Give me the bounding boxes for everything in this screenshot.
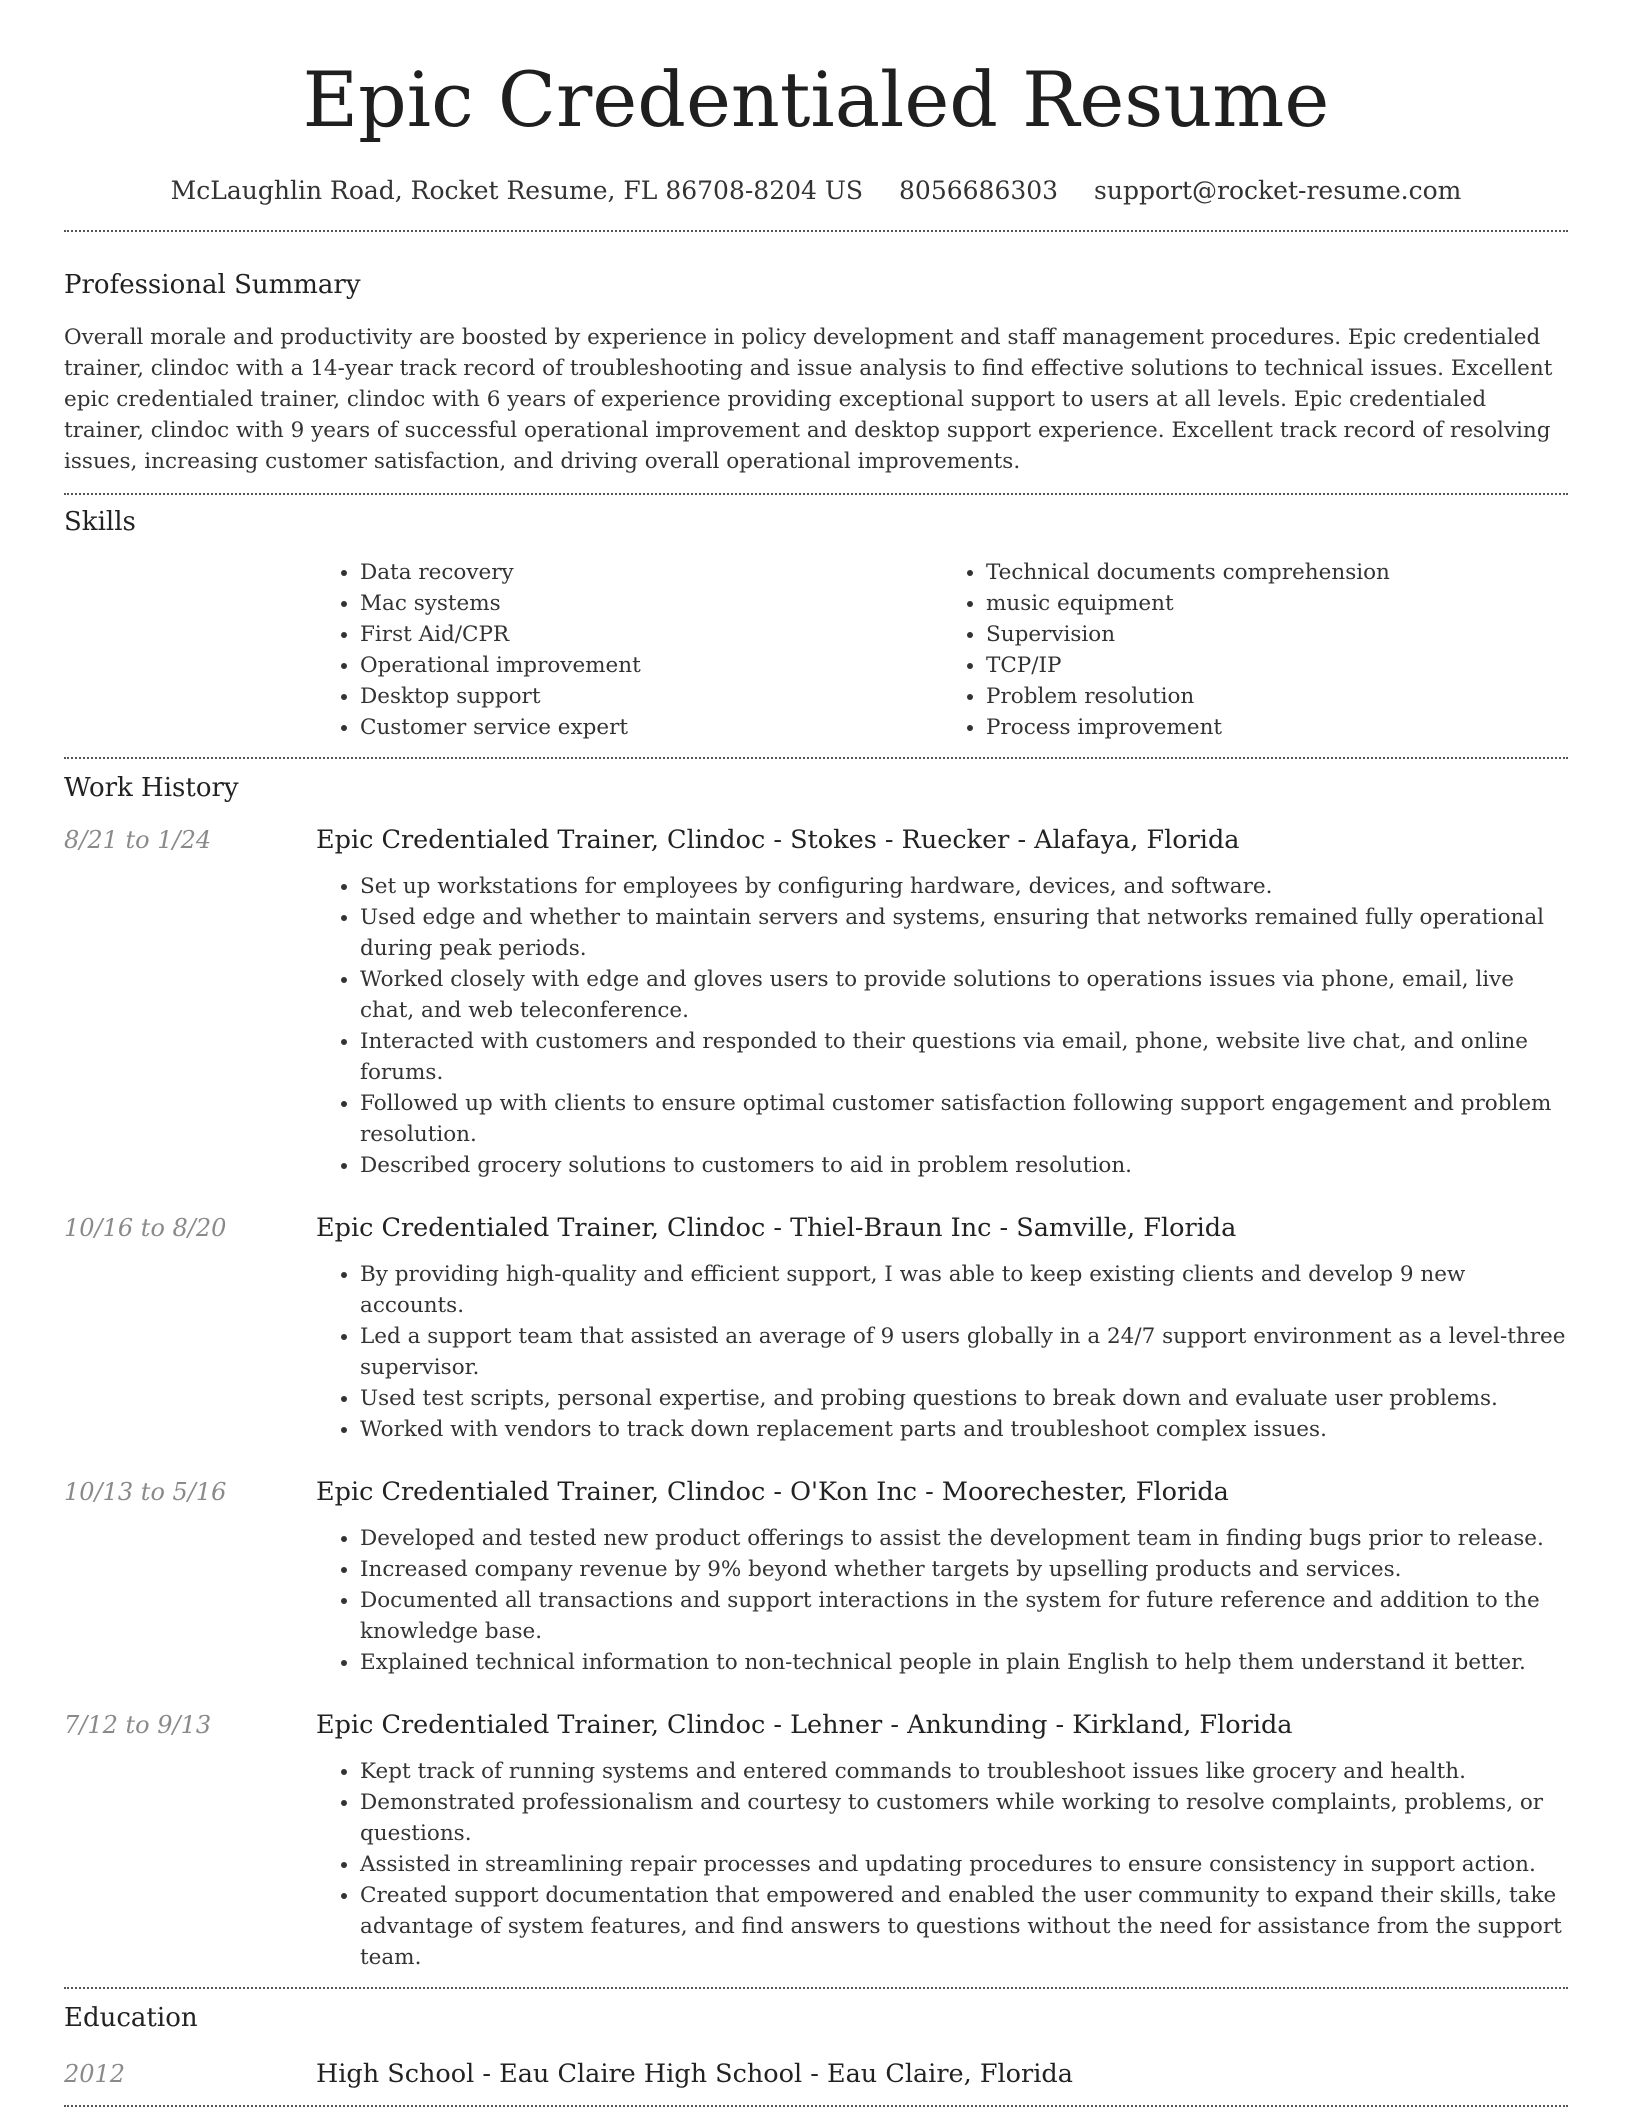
job-bullet: • Explained technical information to non-technical people in plain English to help them understand it better. — [360, 1647, 1568, 1678]
work-section — [64, 771, 1568, 1973]
divider — [64, 493, 1568, 495]
job-entry — [64, 823, 1568, 1181]
skill-item: • First Aid/CPR — [360, 619, 942, 650]
contact-phone: 8056686303 — [899, 176, 1059, 205]
section-title-summary: Professional Summary — [64, 270, 361, 300]
job-bullet: • Described grocery solutions to customers to aid in problem resolution. — [360, 1150, 1568, 1181]
skills-section — [64, 505, 1568, 743]
education-date: 2012 — [64, 2060, 126, 2088]
job-dates: 7/12 to 9/13 — [64, 1711, 212, 1739]
contact-address: McLaughlin Road, Rocket Resume, FL 86708-8204 US — [170, 176, 864, 205]
job-title: Epic Credentialed Trainer, Clindoc - Thiel-Braun Inc - Samville, Florida — [316, 1213, 1237, 1243]
skill-item: • Problem resolution — [986, 681, 1568, 712]
skills-columns — [316, 557, 1568, 743]
education-section — [64, 2001, 1568, 2091]
summary-text: Overall morale and productivity are boosted by experience in policy development and staff management procedures. Epic credentialed trainer, clindoc with a 14-year track record of troubleshooting and issue analysis to find effective solutions to technical issues. Excellent epic credentialed trainer, clindoc with 6 years of experience providing exceptional support to users at all levels. Epic credentialed trainer, clindoc with 9 years of successful operational improvement and desktop support experience. Excellent track record of resolving issues, increasing customer satisfaction, and driving overall operational improvements. — [64, 325, 1553, 474]
job-header — [64, 823, 1568, 857]
skill-item: • music equipment — [986, 588, 1568, 619]
job-bullet: • Used test scripts, personal expertise, and probing questions to break down and evaluate user problems. — [360, 1383, 1568, 1414]
job-bullet: • Kept track of running systems and entered commands to troubleshoot issues like grocery and health. — [360, 1756, 1568, 1787]
job-title: Epic Credentialed Trainer, Clindoc - Stokes - Ruecker - Alafaya, Florida — [316, 825, 1240, 855]
job-header — [64, 1211, 1568, 1245]
skill-item: • Data recovery — [360, 557, 942, 588]
skill-item: • Operational improvement — [360, 650, 942, 681]
job-dates: 10/13 to 5/16 — [64, 1478, 227, 1506]
job-header — [64, 1475, 1568, 1509]
education-list — [64, 2057, 1568, 2091]
skill-item: • Technical documents comprehension — [986, 557, 1568, 588]
job-entry — [64, 1475, 1568, 1678]
skill-item: • TCP/IP — [986, 650, 1568, 681]
divider — [64, 230, 1568, 232]
job-bullet: • Increased company revenue by 9% beyond whether targets by upselling products and services. — [360, 1554, 1568, 1585]
job-bullet: • Interacted with customers and responded to their questions via email, phone, website live chat, and online forums. — [360, 1026, 1568, 1088]
job-bullet: • Created support documentation that empowered and enabled the user community to expand their skills, take advantage of system features, and find answers to questions without the need for assistance from the support team. — [360, 1880, 1568, 1973]
divider — [64, 1987, 1568, 1989]
job-bullet-list — [316, 1756, 1568, 1973]
job-bullet: • Assisted in streamlining repair processes and updating procedures to ensure consistency in support action. — [360, 1849, 1568, 1880]
skill-item: • Customer service expert — [360, 712, 942, 743]
job-bullet: • Used edge and whether to maintain servers and systems, ensuring that networks remained fully operational during peak periods. — [360, 902, 1568, 964]
section-title-education: Education — [64, 2003, 198, 2033]
section-title-skills: Skills — [64, 507, 136, 537]
resume-name: Epic Credentialed Resume — [302, 55, 1330, 144]
job-bullet-list — [316, 1523, 1568, 1678]
skill-item: • Desktop support — [360, 681, 942, 712]
job-entry — [64, 1708, 1568, 1973]
job-bullet: • Followed up with clients to ensure optimal customer satisfaction following support engagement and problem resolution. — [360, 1088, 1568, 1150]
job-bullet: • Worked closely with edge and gloves users to provide solutions to operations issues via phone, email, live chat, and web teleconference. — [360, 964, 1568, 1026]
skill-item: • Process improvement — [986, 712, 1568, 743]
job-bullet: • Documented all transactions and support interactions in the system for future reference and addition to the knowledge base. — [360, 1585, 1568, 1647]
job-entry — [64, 1211, 1568, 1445]
contact-email: support@rocket-resume.com — [1094, 176, 1462, 205]
contact-line — [64, 174, 1568, 208]
job-dates: 10/16 to 8/20 — [64, 1214, 227, 1242]
skills-list-left — [316, 557, 942, 743]
job-bullet-list — [316, 871, 1568, 1181]
skills-list-right — [942, 557, 1568, 743]
job-bullet: • Worked with vendors to track down replacement parts and troubleshoot complex issues. — [360, 1414, 1568, 1445]
job-bullet: • Set up workstations for employees by configuring hardware, devices, and software. — [360, 871, 1568, 902]
job-title: Epic Credentialed Trainer, Clindoc - Lehner - Ankunding - Kirkland, Florida — [316, 1710, 1293, 1740]
skill-item: • Mac systems — [360, 588, 942, 619]
job-title: Epic Credentialed Trainer, Clindoc - O'Kon Inc - Moorechester, Florida — [316, 1477, 1229, 1507]
job-dates: 8/21 to 1/24 — [64, 826, 212, 854]
job-list — [64, 823, 1568, 1973]
section-title-work: Work History — [64, 773, 239, 803]
job-bullet: • By providing high-quality and efficient support, I was able to keep existing clients and develop 9 new accounts. — [360, 1259, 1568, 1321]
job-header — [64, 1708, 1568, 1742]
summary-section — [64, 268, 1568, 477]
job-bullet: • Demonstrated professionalism and courtesy to customers while working to resolve complaints, problems, or questions. — [360, 1787, 1568, 1849]
divider — [64, 2105, 1568, 2107]
job-bullet-list — [316, 1259, 1568, 1445]
job-bullet: • Developed and tested new product offerings to assist the development team in finding bugs prior to release. — [360, 1523, 1568, 1554]
divider — [64, 757, 1568, 759]
education-title: High School - Eau Claire High School - Eau Claire, Florida — [316, 2059, 1073, 2089]
education-entry — [64, 2057, 1568, 2091]
job-bullet: • Led a support team that assisted an average of 9 users globally in a 24/7 support environment as a level-three supervisor. — [360, 1321, 1568, 1383]
skill-item: • Supervision — [986, 619, 1568, 650]
